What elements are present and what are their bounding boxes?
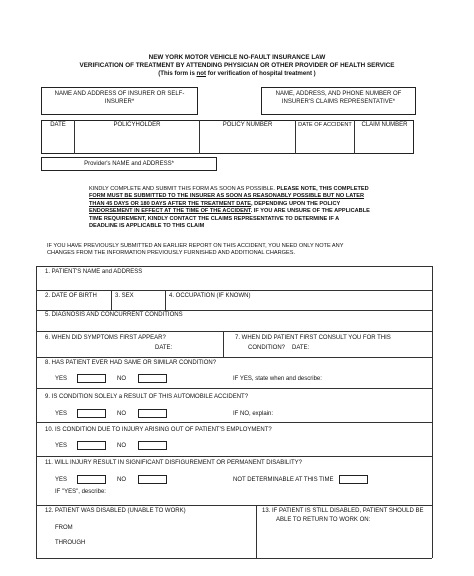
q6-date-label: DATE: [155, 345, 173, 351]
col-date-of-accident: DATE OF ACCIDENT [298, 122, 352, 128]
q11-no-checkbox[interactable] [138, 475, 167, 484]
q8-no-checkbox[interactable] [138, 374, 167, 383]
provider-box[interactable] [41, 157, 217, 171]
q12-from-label: FROM [55, 525, 73, 531]
diagnosis-field[interactable] [40, 320, 428, 330]
insurer-label-2: INSURER* [104, 99, 135, 105]
q11-yes-label: YES [55, 477, 68, 483]
q8-no-label: NO [117, 376, 126, 382]
patient-name-field[interactable] [40, 277, 428, 289]
claim-number-field[interactable] [355, 130, 414, 153]
q11-not-determinable-label: NOT DETERMINABLE AT THIS TIME [233, 477, 334, 483]
return-to-work-field[interactable] [262, 526, 428, 554]
q10-no-label: NO [117, 443, 126, 449]
q8-describe-field[interactable] [315, 372, 427, 384]
form-title: NEW YORK MOTOR VEHICLE NO-FAULT INSURANCE LAW [148, 54, 326, 61]
claims-rep-label-2: INSURER'S CLAIMS REPRESENTATIVE* [281, 99, 396, 105]
claims-rep-box[interactable] [261, 87, 416, 115]
q7-condition-label: CONDITION? [248, 345, 286, 351]
q10-label: 10. IS CONDITION DUE TO INJURY ARISING OUT OF PATIENT'S EMPLOYMENT? [45, 427, 272, 433]
insurer-label: NAME AND ADDRESS OF INSURER OR SELF- [54, 91, 185, 97]
q13-return-label: ABLE TO RETURN TO WORK ON: [276, 517, 371, 523]
form-subtitle: VERIFICATION OF TREATMENT BY ATTENDING PHYSICIAN OR OTHER PROVIDER OF HEALTH SERVICE [79, 62, 395, 69]
q9-if-no-label: IF NO, explain: [233, 411, 274, 417]
q9-label: 9. IS CONDITION SOLELY a RESULT OF THIS AUTOMOBILE ACCIDENT? [45, 394, 249, 400]
claims-rep-label: NAME, ADDRESS, AND PHONE NUMBER OF [275, 91, 402, 97]
policyholder-field[interactable] [75, 130, 199, 153]
q1-label: 1. PATIENT'S NAME and ADDRESS [45, 269, 143, 275]
q12-label: 12. PATIENT WAS DISABLED (UNABLE TO WORK) [45, 508, 186, 514]
q13-label: 13. IF PATIENT IS STILL DISABLED, PATIENT SHOULD BE [262, 508, 424, 514]
q8-yes-label: YES [55, 376, 68, 382]
form-note: (This form is not for verification of hospital treatment ) [158, 70, 316, 77]
q8-yes-checkbox[interactable] [77, 374, 106, 383]
q10-yes-checkbox[interactable] [77, 441, 106, 450]
q6-label: 6. WHEN DID SYMPTOMS FIRST APPEAR? [45, 335, 166, 341]
insurer-box[interactable] [41, 87, 198, 115]
q2-label: 2. DATE OF BIRTH [45, 293, 97, 299]
q11-no-label: NO [117, 477, 126, 483]
q9-no-checkbox[interactable] [138, 409, 167, 418]
col-policy-number: POLICY NUMBER [222, 122, 273, 128]
first-consult-date-field[interactable] [309, 343, 427, 352]
q7-date-label: DATE: [292, 345, 310, 351]
q11-yes-checkbox[interactable] [77, 475, 106, 484]
q8-if-yes-label: IF YES, state when and describe: [233, 376, 322, 382]
q5-label: 5. DIAGNOSIS AND CONCURRENT CONDITIONS [45, 312, 183, 318]
occupation-field[interactable] [166, 300, 428, 309]
q9-explain-field[interactable] [278, 407, 427, 419]
q3-label: 3. SEX [115, 293, 134, 299]
instructions-paragraph: KINDLY COMPLETE AND SUBMIT THIS FORM AS SOON AS POSSIBLE. PLEASE NOTE, THIS COMPLETED FORM MUST BE SUBMITTED TO THE INSURER AS SOON AS REASONABLY POSSIBLE BUT NO LATER THAN 45 DAYS OR 180 DAYS AFTER THE TREATMENT DATE, DEPENDING UPON THE POLICY ENDORSEMENT IN EFFECT AT THE TIME OF THE ACCIDENT. IF YOU ARE UNSURE OF THE APPLICABLE TIME REQUIREMENT, KINDLY CONTACT THE CLAIMS REPRESENTATIVE TO DETERMINE IF A DEADLINE IS APPLICABLE TO THIS CLAIM [89, 186, 370, 230]
q7-label: 7. WHEN DID PATIENT FIRST CONSULT YOU FOR THIS [235, 335, 391, 341]
q11-if-yes-label: IF "YES", describe: [55, 489, 106, 495]
q11-label: 11. WILL INJURY RESULT IN SIGNIFICANT DISFIGUREMENT OR PERMANENT DISABILITY? [45, 460, 302, 466]
provider-label: Provider's NAME and ADDRESS* [84, 161, 174, 167]
q9-yes-checkbox[interactable] [77, 409, 106, 418]
q11-not-determinable-checkbox[interactable] [339, 475, 368, 484]
q10-no-checkbox[interactable] [138, 441, 167, 450]
q8-label: 8. HAS PATIENT EVER HAD SAME OR SIMILAR CONDITION? [45, 360, 217, 366]
col-claim-number: CLAIM NUMBER [361, 122, 408, 128]
q9-no-label: NO [117, 411, 126, 417]
disabled-through-field[interactable] [88, 537, 188, 547]
date-of-birth-field[interactable] [40, 300, 110, 309]
symptoms-date-field[interactable] [172, 343, 220, 352]
q11-describe-field[interactable] [108, 486, 428, 500]
col-date: DATE [50, 122, 66, 128]
date-field[interactable] [42, 130, 74, 153]
q9-yes-label: YES [55, 411, 68, 417]
q12-through-label: THROUGH [55, 540, 86, 546]
date-of-accident-field[interactable] [296, 130, 354, 153]
col-policyholder: POLICYHOLDER [113, 122, 161, 128]
q10-yes-label: YES [55, 443, 68, 449]
q4-label: 4. OCCUPATION (IF KNOWN) [169, 293, 251, 299]
disabled-from-field[interactable] [77, 522, 177, 532]
policy-number-field[interactable] [200, 130, 295, 153]
sex-field[interactable] [112, 300, 164, 309]
previous-report-note: IF YOU HAVE PREVIOUSLY SUBMITTED AN EARLIER REPORT ON THIS ACCIDENT, YOU NEED ONLY NOTE ANY CHANGES FROM THE INFORMATION PREVIOUSLY FURNISHED AND ADDITIONAL CHARGES. [47, 243, 344, 257]
